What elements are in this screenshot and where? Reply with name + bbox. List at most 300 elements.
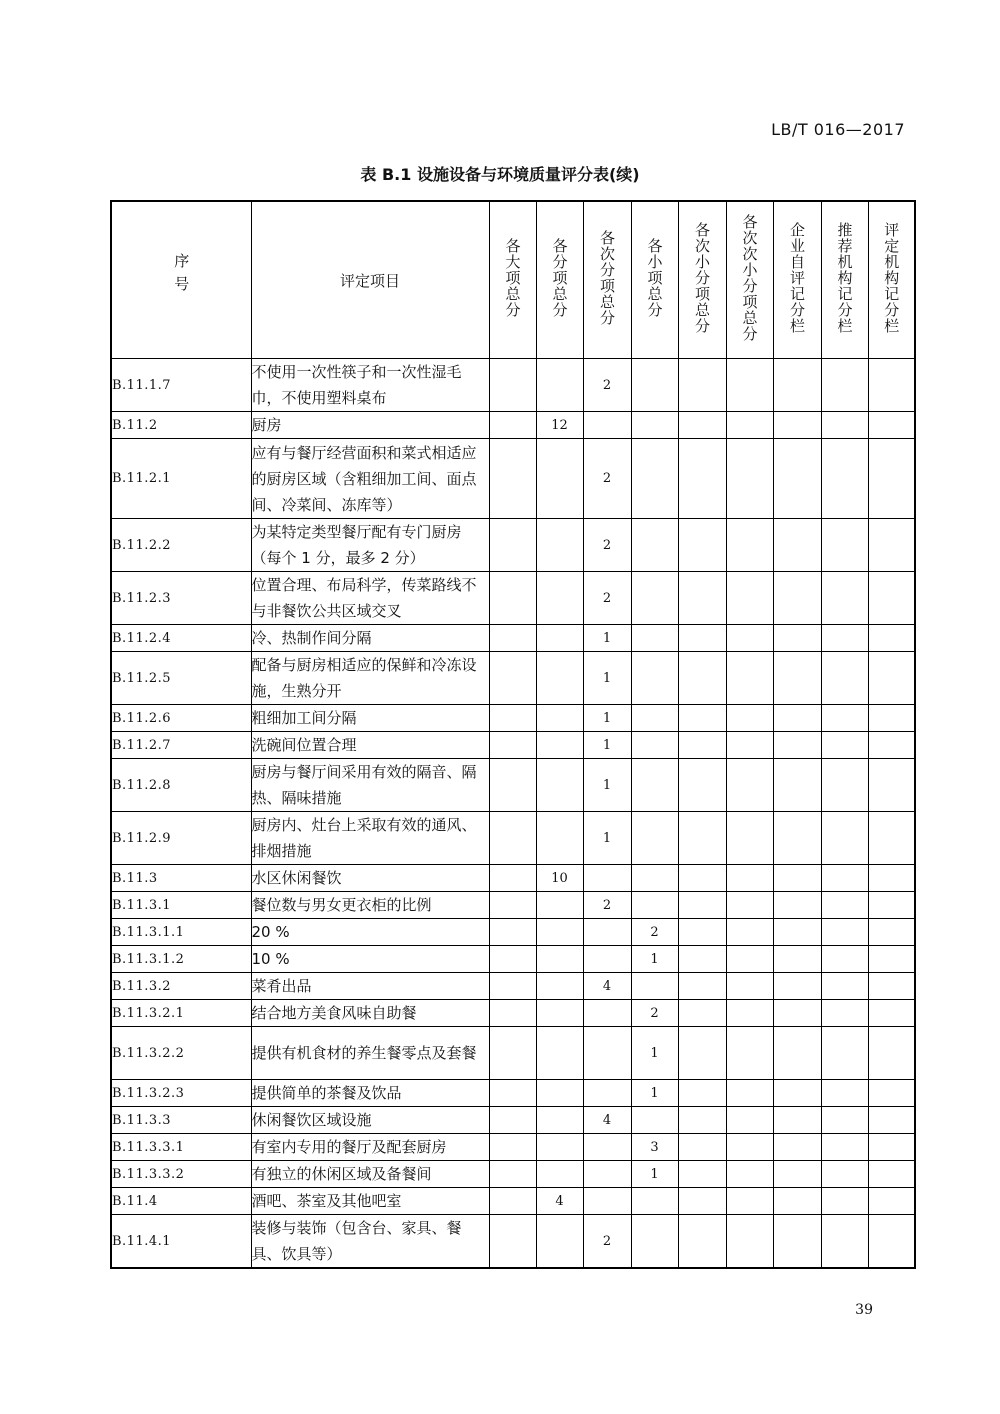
table-row: [111, 359, 915, 412]
header-self-assessment: 企业自评记分栏: [773, 201, 821, 359]
cell-secondary-total: 2: [583, 359, 631, 412]
cell-self-assessment: [773, 1000, 821, 1027]
table-row: [111, 412, 915, 439]
cell-recommender-score: [821, 1080, 868, 1107]
table-row: [111, 1080, 915, 1107]
cell-sub-total: [536, 652, 583, 705]
cell-self-assessment: [773, 572, 821, 625]
cell-recommender-score: [821, 919, 868, 946]
header-item: 评定项目: [251, 201, 489, 359]
cell-minor-total: 1: [631, 1161, 678, 1188]
cell-recommender-score: [821, 625, 868, 652]
cell-secondary-total: 4: [583, 973, 631, 1000]
row-code: B.11.2.5: [111, 652, 251, 705]
cell-major-total: [489, 892, 536, 919]
cell-sub-minor-total: [678, 412, 726, 439]
cell-major-total: [489, 652, 536, 705]
cell-evaluator-score: [868, 1107, 915, 1134]
cell-sub-sub-minor-total: [726, 946, 773, 973]
cell-secondary-total: [583, 865, 631, 892]
cell-sub-minor-total: [678, 919, 726, 946]
cell-sub-minor-total: [678, 1107, 726, 1134]
cell-major-total: [489, 412, 536, 439]
row-item: 应有与餐厅经营面积和菜式相适应的厨房区域（含粗细加工间、面点间、冷菜间、冻库等）: [251, 439, 489, 519]
cell-major-total: [489, 1188, 536, 1215]
row-code: B.11.3.2.3: [111, 1080, 251, 1107]
cell-sub-sub-minor-total: [726, 572, 773, 625]
cell-recommender-score: [821, 1134, 868, 1161]
cell-sub-total: [536, 1000, 583, 1027]
cell-minor-total: [631, 1188, 678, 1215]
cell-sub-sub-minor-total: [726, 1107, 773, 1134]
row-item: 厨房内、灶台上采取有效的通风、排烟措施: [251, 812, 489, 865]
cell-sub-sub-minor-total: [726, 652, 773, 705]
cell-evaluator-score: [868, 439, 915, 519]
cell-secondary-total: 1: [583, 812, 631, 865]
cell-evaluator-score: [868, 1000, 915, 1027]
cell-sub-sub-minor-total: [726, 359, 773, 412]
cell-secondary-total: [583, 946, 631, 973]
table-row: [111, 625, 915, 652]
cell-sub-total: [536, 1161, 583, 1188]
cell-sub-sub-minor-total: [726, 865, 773, 892]
row-item: 粗细加工间分隔: [251, 705, 489, 732]
cell-secondary-total: 2: [583, 1215, 631, 1269]
cell-self-assessment: [773, 892, 821, 919]
cell-self-assessment: [773, 625, 821, 652]
row-code: B.11.3.3: [111, 1107, 251, 1134]
cell-minor-total: [631, 359, 678, 412]
cell-recommender-score: [821, 572, 868, 625]
cell-sub-total: [536, 732, 583, 759]
cell-sub-total: [536, 519, 583, 572]
cell-secondary-total: 2: [583, 519, 631, 572]
cell-self-assessment: [773, 946, 821, 973]
cell-self-assessment: [773, 1134, 821, 1161]
cell-sub-total: [536, 439, 583, 519]
cell-recommender-score: [821, 359, 868, 412]
cell-minor-total: 2: [631, 1000, 678, 1027]
row-code: B.11.3: [111, 865, 251, 892]
row-code: B.11.2.4: [111, 625, 251, 652]
table-row: [111, 812, 915, 865]
cell-recommender-score: [821, 946, 868, 973]
cell-minor-total: [631, 892, 678, 919]
cell-major-total: [489, 1134, 536, 1161]
cell-self-assessment: [773, 812, 821, 865]
cell-minor-total: [631, 1215, 678, 1269]
cell-evaluator-score: [868, 759, 915, 812]
cell-sub-total: [536, 705, 583, 732]
row-code: B.11.1.7: [111, 359, 251, 412]
cell-sub-minor-total: [678, 652, 726, 705]
cell-recommender-score: [821, 759, 868, 812]
cell-evaluator-score: [868, 572, 915, 625]
cell-secondary-total: [583, 1000, 631, 1027]
cell-self-assessment: [773, 1215, 821, 1269]
row-code: B.11.3.2.1: [111, 1000, 251, 1027]
cell-evaluator-score: [868, 919, 915, 946]
row-item: 酒吧、茶室及其他吧室: [251, 1188, 489, 1215]
cell-major-total: [489, 439, 536, 519]
cell-self-assessment: [773, 652, 821, 705]
row-item: 不使用一次性筷子和一次性湿毛巾，不使用塑料桌布: [251, 359, 489, 412]
cell-sub-sub-minor-total: [726, 1027, 773, 1080]
cell-recommender-score: [821, 519, 868, 572]
row-item: 为某特定类型餐厅配有专门厨房（每个 1 分，最多 2 分）: [251, 519, 489, 572]
cell-sub-sub-minor-total: [726, 732, 773, 759]
cell-recommender-score: [821, 1027, 868, 1080]
cell-evaluator-score: [868, 1161, 915, 1188]
cell-major-total: [489, 1027, 536, 1080]
cell-major-total: [489, 865, 536, 892]
cell-secondary-total: 2: [583, 439, 631, 519]
scoring-table: [110, 200, 916, 1269]
row-item: 20 %: [251, 919, 489, 946]
row-item: 厨房与餐厅间采用有效的隔音、隔热、隔味措施: [251, 759, 489, 812]
cell-sub-minor-total: [678, 1161, 726, 1188]
cell-recommender-score: [821, 412, 868, 439]
row-code: B.11.4: [111, 1188, 251, 1215]
row-item: 提供有机食材的养生餐零点及套餐: [251, 1027, 489, 1080]
cell-sub-sub-minor-total: [726, 919, 773, 946]
cell-self-assessment: [773, 519, 821, 572]
row-item: 餐位数与男女更衣柜的比例: [251, 892, 489, 919]
cell-sub-sub-minor-total: [726, 1161, 773, 1188]
cell-self-assessment: [773, 359, 821, 412]
cell-sub-total: [536, 759, 583, 812]
cell-minor-total: [631, 412, 678, 439]
cell-sub-total: [536, 919, 583, 946]
cell-secondary-total: [583, 1188, 631, 1215]
row-code: B.11.2.1: [111, 439, 251, 519]
row-item: 菜肴出品: [251, 973, 489, 1000]
cell-evaluator-score: [868, 865, 915, 892]
header-major-total: 各大项总分: [489, 201, 536, 359]
cell-major-total: [489, 705, 536, 732]
table-row: [111, 973, 915, 1000]
cell-sub-total: [536, 1107, 583, 1134]
cell-major-total: [489, 759, 536, 812]
cell-sub-total: [536, 946, 583, 973]
cell-evaluator-score: [868, 625, 915, 652]
cell-major-total: [489, 1215, 536, 1269]
header-sub-minor-total: 各次小分项总分: [678, 201, 726, 359]
cell-sub-total: [536, 359, 583, 412]
table-row: [111, 652, 915, 705]
table-header-row: [111, 201, 915, 359]
cell-major-total: [489, 572, 536, 625]
cell-sub-minor-total: [678, 759, 726, 812]
cell-sub-sub-minor-total: [726, 812, 773, 865]
cell-minor-total: [631, 652, 678, 705]
cell-sub-minor-total: [678, 1134, 726, 1161]
cell-minor-total: [631, 519, 678, 572]
cell-self-assessment: [773, 1161, 821, 1188]
cell-secondary-total: [583, 919, 631, 946]
row-item: 装修与装饰（包含台、家具、餐具、饮具等）: [251, 1215, 489, 1269]
cell-sub-minor-total: [678, 973, 726, 1000]
cell-evaluator-score: [868, 1134, 915, 1161]
cell-secondary-total: 1: [583, 732, 631, 759]
cell-self-assessment: [773, 732, 821, 759]
row-code: B.11.3.1.1: [111, 919, 251, 946]
cell-minor-total: 3: [631, 1134, 678, 1161]
cell-major-total: [489, 1161, 536, 1188]
row-code: B.11.2.3: [111, 572, 251, 625]
cell-sub-total: 4: [536, 1188, 583, 1215]
cell-self-assessment: [773, 412, 821, 439]
cell-secondary-total: [583, 1080, 631, 1107]
cell-sub-total: [536, 973, 583, 1000]
table-row: [111, 759, 915, 812]
cell-sub-sub-minor-total: [726, 1215, 773, 1269]
cell-sub-minor-total: [678, 812, 726, 865]
cell-major-total: [489, 359, 536, 412]
cell-minor-total: 2: [631, 919, 678, 946]
cell-major-total: [489, 732, 536, 759]
row-code: B.11.3.3.2: [111, 1161, 251, 1188]
header-secondary-total: 各次分项总分: [583, 201, 631, 359]
cell-secondary-total: [583, 1161, 631, 1188]
row-item: 休闲餐饮区域设施: [251, 1107, 489, 1134]
cell-self-assessment: [773, 973, 821, 1000]
cell-sub-sub-minor-total: [726, 892, 773, 919]
row-code: B.11.2.6: [111, 705, 251, 732]
cell-recommender-score: [821, 652, 868, 705]
cell-recommender-score: [821, 1000, 868, 1027]
cell-evaluator-score: [868, 1215, 915, 1269]
cell-sub-total: 12: [536, 412, 583, 439]
cell-sub-total: [536, 1215, 583, 1269]
cell-recommender-score: [821, 705, 868, 732]
cell-minor-total: [631, 732, 678, 759]
standard-code: LB/T 016—2017: [771, 120, 905, 139]
row-code: B.11.2.8: [111, 759, 251, 812]
cell-sub-sub-minor-total: [726, 705, 773, 732]
cell-recommender-score: [821, 892, 868, 919]
cell-sub-minor-total: [678, 732, 726, 759]
row-item: 有独立的休闲区域及备餐间: [251, 1161, 489, 1188]
cell-major-total: [489, 973, 536, 1000]
table-row: [111, 1027, 915, 1080]
header-seq: 序号: [111, 201, 251, 359]
cell-minor-total: 1: [631, 1027, 678, 1080]
cell-sub-sub-minor-total: [726, 439, 773, 519]
cell-sub-sub-minor-total: [726, 973, 773, 1000]
cell-secondary-total: 2: [583, 572, 631, 625]
cell-major-total: [489, 946, 536, 973]
row-code: B.11.2.7: [111, 732, 251, 759]
cell-sub-minor-total: [678, 1027, 726, 1080]
table-row: [111, 705, 915, 732]
row-item: 有室内专用的餐厅及配套厨房: [251, 1134, 489, 1161]
table-row: [111, 946, 915, 973]
cell-self-assessment: [773, 865, 821, 892]
row-item: 水区休闲餐饮: [251, 865, 489, 892]
cell-evaluator-score: [868, 1027, 915, 1080]
cell-secondary-total: [583, 1027, 631, 1080]
row-code: B.11.2.9: [111, 812, 251, 865]
cell-secondary-total: 2: [583, 892, 631, 919]
table-row: [111, 1215, 915, 1269]
cell-major-total: [489, 519, 536, 572]
cell-secondary-total: [583, 412, 631, 439]
cell-minor-total: 1: [631, 946, 678, 973]
row-code: B.11.3.2.2: [111, 1027, 251, 1080]
cell-sub-total: [536, 572, 583, 625]
cell-self-assessment: [773, 439, 821, 519]
cell-minor-total: 1: [631, 1080, 678, 1107]
cell-self-assessment: [773, 1107, 821, 1134]
table-row: [111, 919, 915, 946]
cell-minor-total: [631, 812, 678, 865]
cell-secondary-total: 1: [583, 705, 631, 732]
cell-evaluator-score: [868, 519, 915, 572]
cell-sub-minor-total: [678, 439, 726, 519]
row-item: 提供简单的茶餐及饮品: [251, 1080, 489, 1107]
cell-secondary-total: 1: [583, 652, 631, 705]
cell-self-assessment: [773, 1188, 821, 1215]
cell-secondary-total: [583, 1134, 631, 1161]
table-row: [111, 439, 915, 519]
cell-recommender-score: [821, 732, 868, 759]
cell-minor-total: [631, 439, 678, 519]
cell-evaluator-score: [868, 812, 915, 865]
cell-recommender-score: [821, 439, 868, 519]
cell-recommender-score: [821, 1161, 868, 1188]
row-code: B.11.4.1: [111, 1215, 251, 1269]
cell-sub-total: [536, 1080, 583, 1107]
cell-evaluator-score: [868, 1080, 915, 1107]
cell-sub-sub-minor-total: [726, 519, 773, 572]
row-code: B.11.2: [111, 412, 251, 439]
row-item: 10 %: [251, 946, 489, 973]
row-item: 冷、热制作间分隔: [251, 625, 489, 652]
cell-sub-sub-minor-total: [726, 1000, 773, 1027]
table-row: [111, 892, 915, 919]
cell-minor-total: [631, 865, 678, 892]
cell-secondary-total: 4: [583, 1107, 631, 1134]
cell-evaluator-score: [868, 412, 915, 439]
cell-sub-minor-total: [678, 572, 726, 625]
cell-self-assessment: [773, 705, 821, 732]
cell-minor-total: [631, 625, 678, 652]
table-row: [111, 1107, 915, 1134]
cell-major-total: [489, 1000, 536, 1027]
cell-sub-minor-total: [678, 1188, 726, 1215]
row-code: B.11.3.3.1: [111, 1134, 251, 1161]
table-row: [111, 1161, 915, 1188]
table-row: [111, 519, 915, 572]
row-item: 厨房: [251, 412, 489, 439]
cell-sub-minor-total: [678, 705, 726, 732]
cell-minor-total: [631, 759, 678, 812]
cell-secondary-total: 1: [583, 625, 631, 652]
cell-evaluator-score: [868, 946, 915, 973]
cell-sub-total: 10: [536, 865, 583, 892]
cell-secondary-total: 1: [583, 759, 631, 812]
cell-major-total: [489, 1107, 536, 1134]
table-title: 表 B.1 设施设备与环境质量评分表(续): [360, 165, 640, 184]
row-code: B.11.2.2: [111, 519, 251, 572]
cell-recommender-score: [821, 1107, 868, 1134]
cell-recommender-score: [821, 1215, 868, 1269]
cell-major-total: [489, 919, 536, 946]
row-item: 洗碗间位置合理: [251, 732, 489, 759]
cell-sub-minor-total: [678, 359, 726, 412]
row-item: 结合地方美食风味自助餐: [251, 1000, 489, 1027]
cell-sub-minor-total: [678, 946, 726, 973]
cell-sub-total: [536, 812, 583, 865]
page-number: 39: [855, 1302, 873, 1318]
cell-evaluator-score: [868, 705, 915, 732]
cell-recommender-score: [821, 973, 868, 1000]
cell-sub-sub-minor-total: [726, 1188, 773, 1215]
header-evaluator-score: 评定机构记分栏: [868, 201, 915, 359]
table-row: [111, 1188, 915, 1215]
cell-sub-minor-total: [678, 1215, 726, 1269]
cell-minor-total: [631, 705, 678, 732]
header-sub-total: 各分项总分: [536, 201, 583, 359]
cell-sub-sub-minor-total: [726, 1134, 773, 1161]
cell-major-total: [489, 812, 536, 865]
cell-evaluator-score: [868, 652, 915, 705]
header-recommender-score: 推荐机构记分栏: [821, 201, 868, 359]
cell-sub-minor-total: [678, 865, 726, 892]
cell-sub-total: [536, 625, 583, 652]
cell-sub-sub-minor-total: [726, 625, 773, 652]
table-row: [111, 1134, 915, 1161]
cell-sub-minor-total: [678, 892, 726, 919]
cell-self-assessment: [773, 1080, 821, 1107]
table-row: [111, 572, 915, 625]
cell-self-assessment: [773, 759, 821, 812]
header-sub-sub-minor-total: 各次次小分项总分: [726, 201, 773, 359]
cell-recommender-score: [821, 865, 868, 892]
cell-sub-minor-total: [678, 519, 726, 572]
cell-sub-sub-minor-total: [726, 759, 773, 812]
cell-minor-total: [631, 1107, 678, 1134]
cell-minor-total: [631, 572, 678, 625]
cell-sub-minor-total: [678, 625, 726, 652]
cell-sub-sub-minor-total: [726, 1080, 773, 1107]
table-row: [111, 865, 915, 892]
row-code: B.11.3.1: [111, 892, 251, 919]
cell-recommender-score: [821, 812, 868, 865]
cell-major-total: [489, 1080, 536, 1107]
cell-evaluator-score: [868, 973, 915, 1000]
header-minor-total: 各小项总分: [631, 201, 678, 359]
cell-evaluator-score: [868, 892, 915, 919]
row-code: B.11.3.1.2: [111, 946, 251, 973]
cell-sub-total: [536, 892, 583, 919]
cell-sub-total: [536, 1134, 583, 1161]
row-item: 配备与厨房相适应的保鲜和冷冻设施，生熟分开: [251, 652, 489, 705]
table-row: [111, 1000, 915, 1027]
cell-sub-sub-minor-total: [726, 412, 773, 439]
cell-recommender-score: [821, 1188, 868, 1215]
cell-major-total: [489, 625, 536, 652]
cell-evaluator-score: [868, 359, 915, 412]
cell-self-assessment: [773, 919, 821, 946]
row-item: 位置合理、布局科学，传菜路线不与非餐饮公共区域交叉: [251, 572, 489, 625]
cell-sub-minor-total: [678, 1080, 726, 1107]
cell-sub-total: [536, 1027, 583, 1080]
row-code: B.11.3.2: [111, 973, 251, 1000]
table-row: [111, 732, 915, 759]
cell-minor-total: [631, 973, 678, 1000]
